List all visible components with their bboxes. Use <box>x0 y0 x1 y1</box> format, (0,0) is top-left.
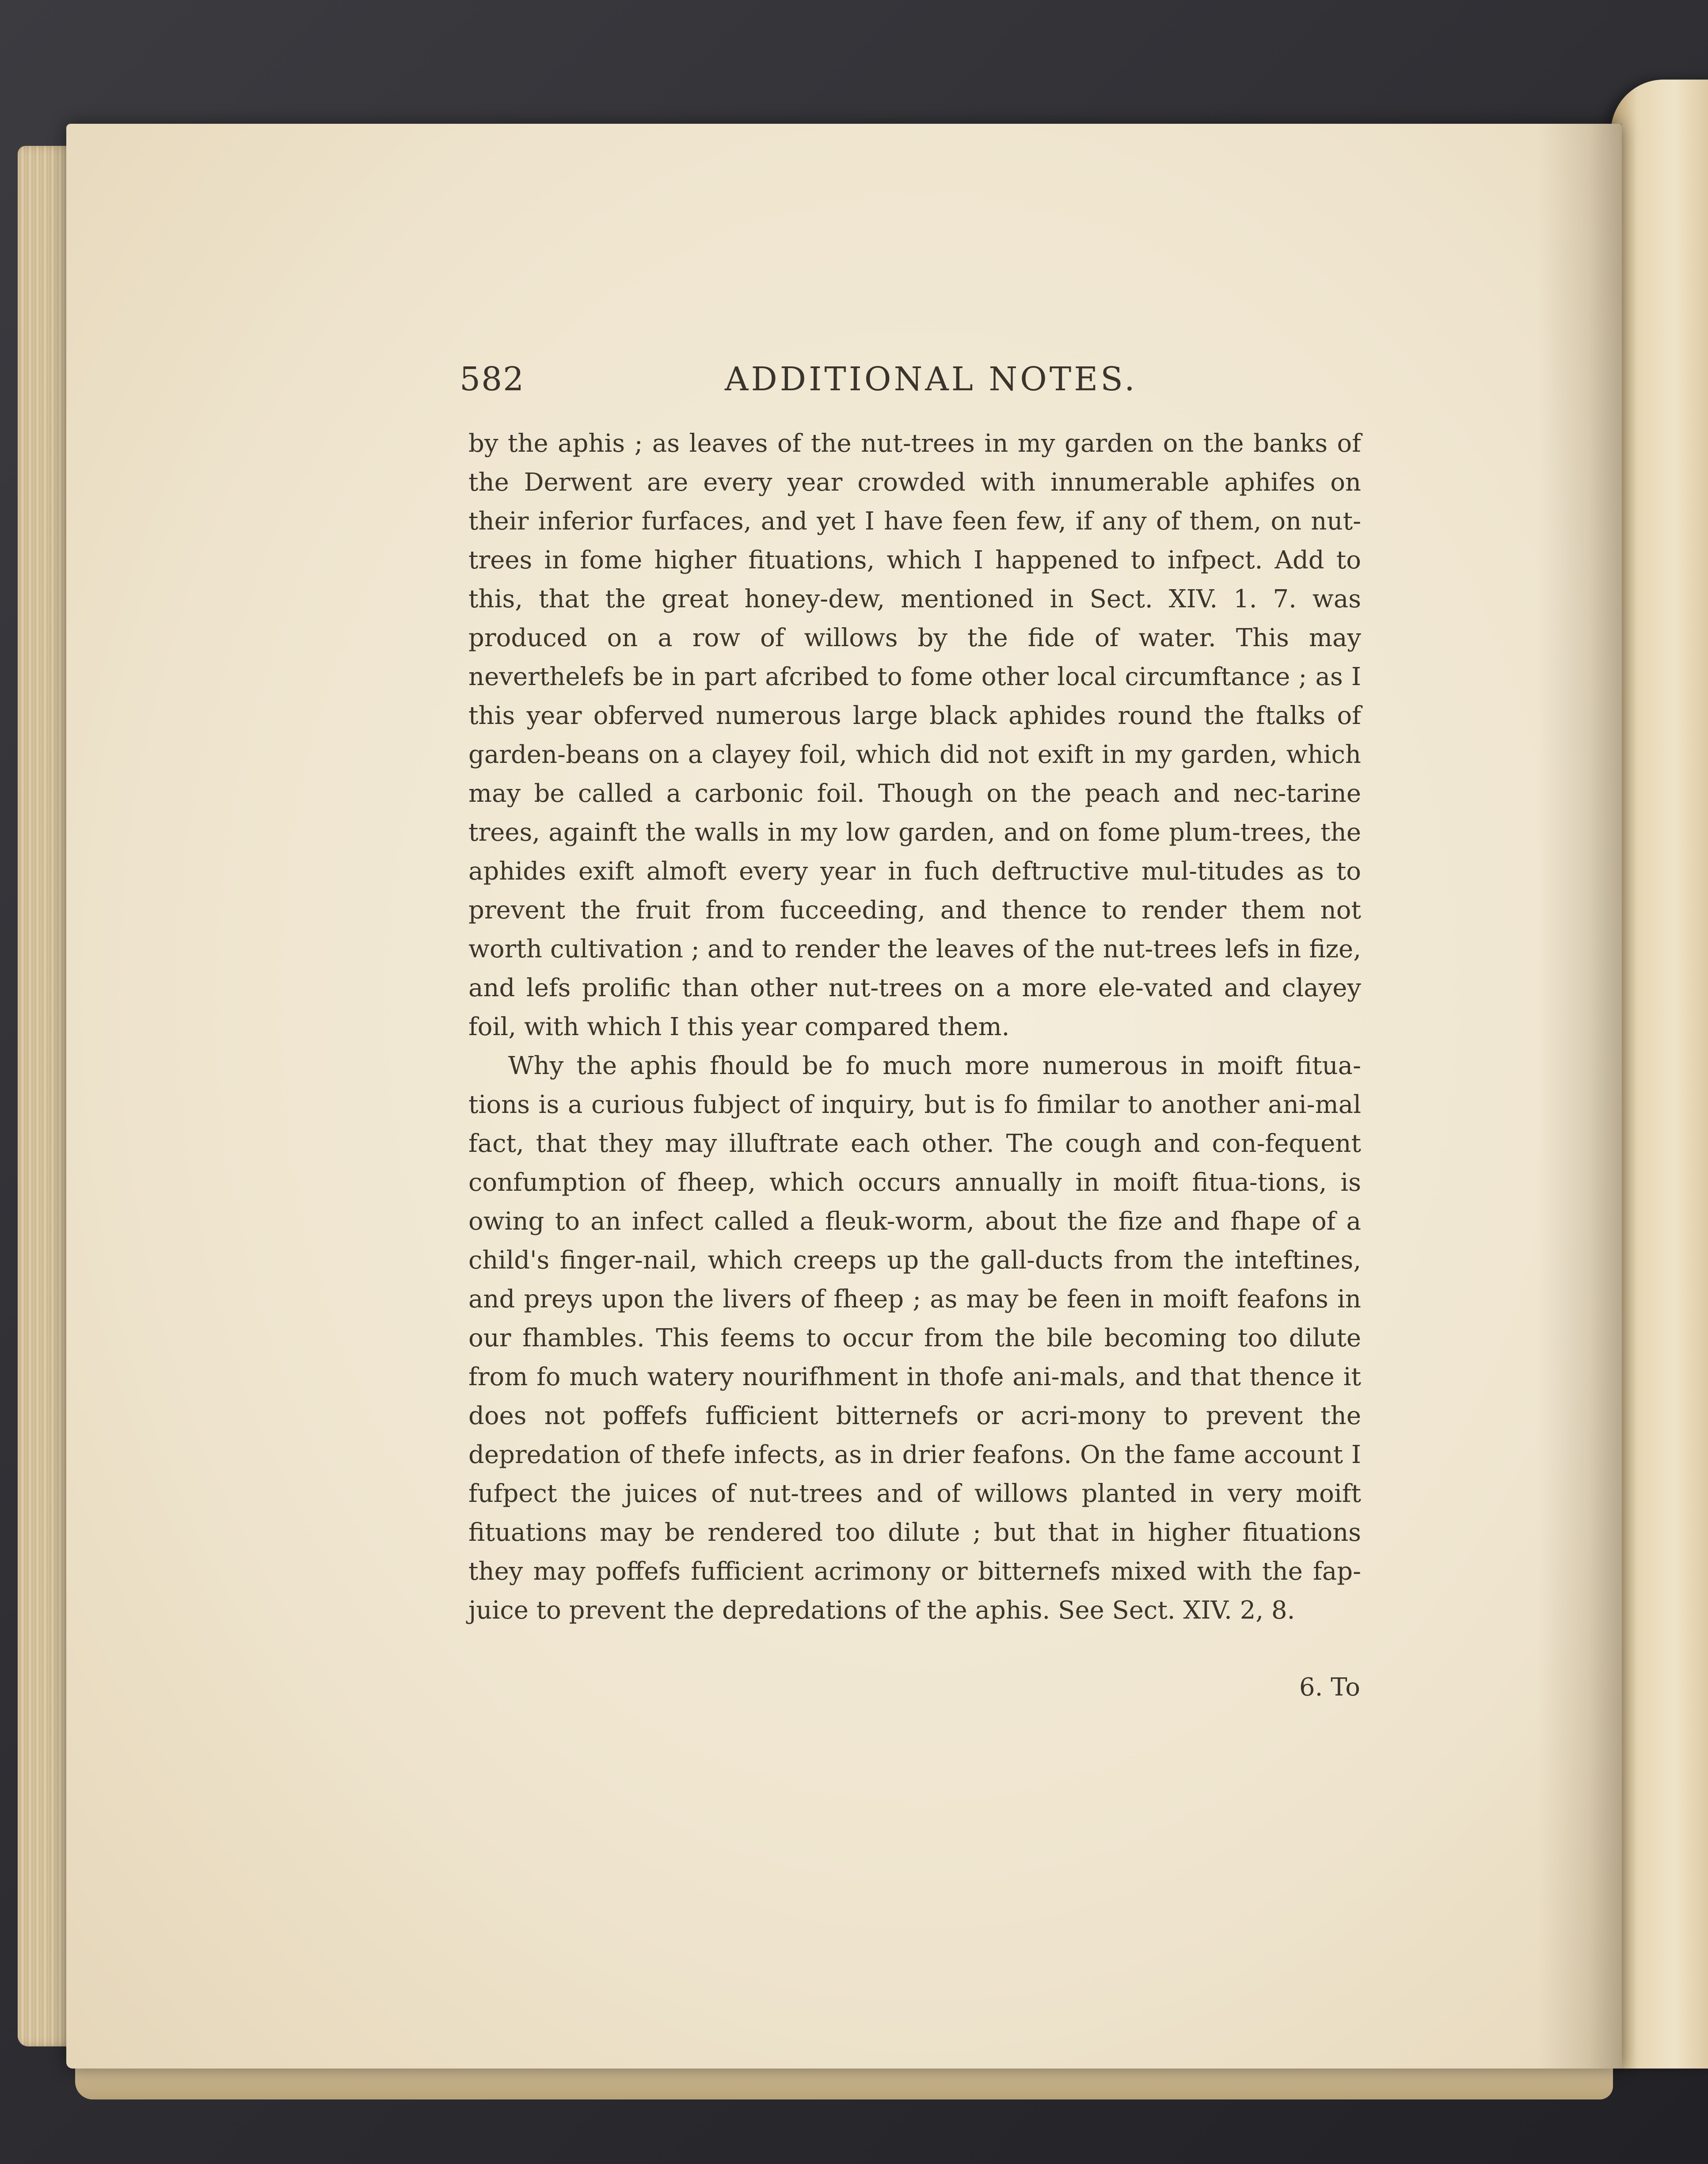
running-head-title: ADDITIONAL NOTES. <box>725 360 1137 398</box>
facing-page-edge <box>1611 80 1708 2069</box>
gutter-shadow <box>1538 124 1622 2069</box>
page-number: 582 <box>460 360 525 398</box>
catchword: 6. To <box>1299 1673 1360 1702</box>
body-text <box>468 424 1361 1630</box>
running-head <box>460 360 1370 409</box>
paragraph-2: Why the aphis fhould be fo much more numerous in moift fitua-tions is a curious fubject of inquiry, but is fo fimilar to another ani-mal fact, that they may illuftrate each other. The cough and con-fequent confumption of fheep, which occurs annually in moift fitua-tions, is owing to an infect called a fleuk-worm, about the fize and fhape of a child's finger-nail, which creeps up the gall-ducts from the inteftines, and preys upon the livers of fheep ; as may be feen in moift feafons in our fhambles. This feems to occur from the bile becoming too dilute from fo much watery nourifhment in thofe ani-mals, and that thence it does not poffefs fufficient bitternefs or acri-mony to prevent the depredation of thefe infects, as in drier feafons. On the fame account I fufpect the juices of nut-trees and of willows planted in very moift fituations may be rendered too dilute ; but that in higher fituations they may poffefs fufficient acrimony or bitternefs mixed with the fap-juice to prevent the depredations of the aphis. See Sect. XIV. 2, 8. <box>468 1052 1361 1625</box>
paragraph-1: by the aphis ; as leaves of the nut-trees in my garden on the banks of the Derwent are every year crowded with innumerable aphifes on their inferior furfaces, and yet I have feen few, if any of them, on nut-trees in fome higher fituations, which I happened to infpect. Add to this, that the great honey-dew, mentioned in Sect. XIV. 1. 7. was produced on a row of willows by the fide of water. This may neverthelefs be in part afcribed to fome other local circumftance ; as I this year obferved numerous large black aphides round the ftalks of garden-beans on a clayey foil, which did not exift in my garden, which may be called a carbonic foil. Though on the peach and nec-tarine trees, againft the walls in my low garden, and on fome plum-trees, the aphides exift almoft every year in fuch deftructive mul-titudes as to prevent the fruit from fucceeding, and thence to render them not worth cultivation ; and to render the leaves of the nut-trees lefs in fize, and lefs prolific than other nut-trees on a more ele-vated and clayey foil, with which I this year compared them. <box>468 429 1361 1041</box>
